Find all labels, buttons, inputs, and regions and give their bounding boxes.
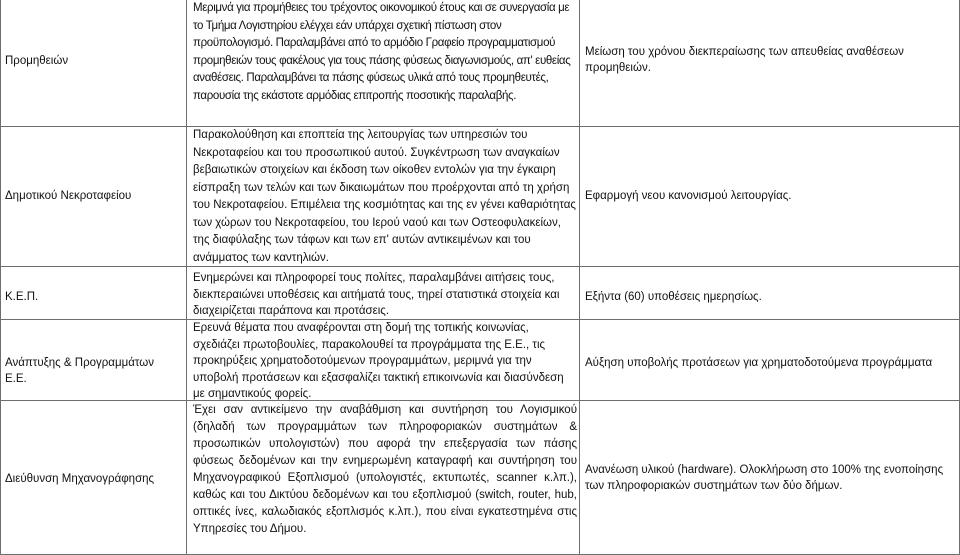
department-cemetery: Δημοτικού Νεκροταφείου xyxy=(5,190,132,202)
tasks-it xyxy=(193,402,577,538)
goal-procurement: Μείωση του χρόνου διεκπεραίωσης των απευθείας αναθέσεων προμηθειών. xyxy=(585,46,904,74)
column-border xyxy=(579,0,580,555)
tasks-it-text: Έχει σαν αντικείμενο την αναβάθμιση και συντήρηση του Λογισμικού (δηλαδή των προγραμμάτων των πληροφοριακών συστημάτων & προσωπικών υπολογιστών) που αφορά την επεξεργασία των πάσης φύσεως δεδομένων και την ενημερωμένη καταγραφή και συντήρηση του Μηχανογραφικού Εξοπλισμού (υπολογιστές, εκτυπωτές, scanner κ.λπ.), καθώς και του Δικτύου δεδομένων και του εξοπλισμού (switch, router, hub, οπτικές ίνες, καλωδιακός εξοπλισμός κ.λπ.), που είναι εγκατεστημένα στις Υπηρεσίες του Δήμου. xyxy=(193,404,577,535)
column-border xyxy=(0,0,1,555)
tasks-kep: Ενημερώνει και πληροφορεί τους πολίτες, παραλαμβάνει αιτήσεις τους, διεκπεραιώνει υποθέσεις και αιτήματά τους, τηρεί στατιστικά στοιχεία και διαχειρίζεται παράπονα και προτάσεις. xyxy=(193,272,560,317)
tasks-cemetery: Παρακολούθηση και εποπτεία της λειτουργίας των υπηρεσιών του Νεκροταφείου και του προσωπικού αυτού. Συγκέντρωση των αναγκαίων βεβαιωτικών στοιχείων και έκδοση των οίκοθεν εντολών για την έγκαιρη είσπραξη των τελών και των δικαιωμάτων που προέρχονται από τη χρήση του Νεκροταφείου. Επιμέλεια της κοσμιότητας και της εν γένει καθαριότητας των χώρων του Νεκροταφείου, του Ιερού ναού και των Οστεοφυλακείων, της διαφύλαξης των τάφων και των επ' αυτών αντικειμένων και του ανάμματος των καντηλιών. xyxy=(193,129,576,264)
column-border xyxy=(186,0,187,555)
goal-kep: Εξήντα (60) υποθέσεις ημερησίως. xyxy=(585,291,762,303)
department-it: Διεύθυνση Μηχανογράφησης xyxy=(5,473,155,485)
goal-development: Αύξηση υποβολής προτάσεων για χρηματοδοτούμενα προγράμματα xyxy=(585,357,933,369)
goal-it: Ανανέωση υλικού (hardware). Ολοκλήρωση στο 100% της ενοποίησης των πληροφοριακών συστημάτων των δύο δήμων. xyxy=(585,464,944,492)
tasks-procurement: Μεριμνά για προμήθειες του τρέχοντος οικονομικού έτους και σε συνεργασία με το Τμήμα Λογιστηρίου ελέγχει εάν υπάρχει σχετική πίστωση στον προϋπολογισμό. Παραλαμβάνει από το αρμόδιο Γραφείο προγραμματισμού προμηθειών τους φακέλους για τους πάσης φύσεως διαγωνισμούς, απ' ευθείας αναθέσεις. Παραλαμβάνει τα πάσης φύσεως υλικά από τους προμηθευτές, παρουσία της εκάστοτε αρμόδιας επιτροπής ποσοτικής παραλαβής. xyxy=(193,2,571,102)
department-development: Ανάπτυξης & Προγραμμάτων Ε.Ε. xyxy=(5,357,154,385)
department-kep: Κ.Ε.Π. xyxy=(5,291,39,303)
department-procurement: Προμηθειών xyxy=(5,55,69,67)
goal-cemetery: Εφαρμογή νεου κανονισμού λειτουργίας. xyxy=(585,190,792,202)
tasks-development: Ερευνά θέματα που αναφέρονται στη δομή της τοπικής κοινωνίας, σχεδιάζει πρωτοβουλίες, παρακολουθεί τα προγράμματα της Ε.Ε., τις προκηρύξεις χρηματοδοτούμενων προγραμμάτων, μεριμνά για την υποβολή προτάσεων και εξασφαλίζει τακτική επικοινωνία και διασύνδεση με σημαντικούς φορείς. xyxy=(193,322,564,400)
